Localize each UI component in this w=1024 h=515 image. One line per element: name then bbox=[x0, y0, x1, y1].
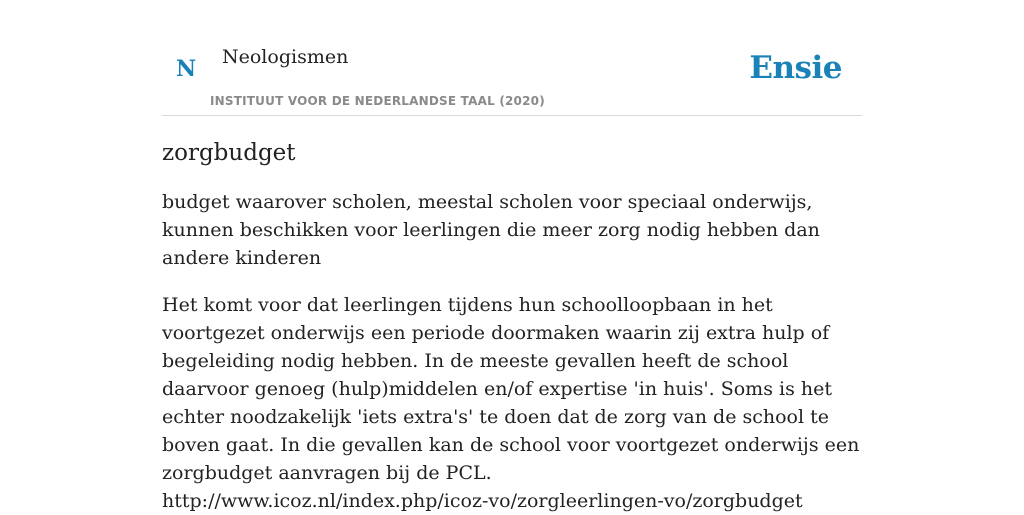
entry-explanation bbox=[162, 291, 862, 515]
source-logo-icon: N bbox=[176, 56, 197, 82]
entry-term: zorgbudget bbox=[162, 140, 296, 166]
entry-card bbox=[162, 0, 862, 515]
entry-header bbox=[162, 0, 862, 116]
entry-definition: budget waarover scholen, meestal scholen voor speciaal onderwijs, kunnen beschikken voor leerlingen die meer zorg nodig hebben dan andere kinderen bbox=[162, 191, 820, 269]
source-title[interactable]: Neologismen bbox=[222, 46, 349, 68]
source-subtitle: INSTITUUT VOOR DE NEDERLANDSE TAAL (2020) bbox=[210, 94, 545, 108]
explanation-text: Het komt voor dat leerlingen tijdens hun schoolloopbaan in het voortgezet onderwijs een periode doormaken waarin zij extra hulp of begeleiding nodig hebben. In de meeste gevallen heeft de school daarvoor genoeg (hulp)middelen en/of expertise 'in huis'. Soms is het echter noodzakelijk 'iets extra's' te doen dat de zorg van de school te boven gaat. In die gevallen kan de school voor voortgezet onderwijs een zorgbudget aanvragen bij de PCL. bbox=[162, 294, 860, 484]
source-link[interactable]: http://www.icoz.nl/index.php/icoz-vo/zorgleerlingen-vo/zorgbudget bbox=[162, 490, 803, 512]
ensie-logo[interactable]: Ensie bbox=[749, 50, 842, 86]
